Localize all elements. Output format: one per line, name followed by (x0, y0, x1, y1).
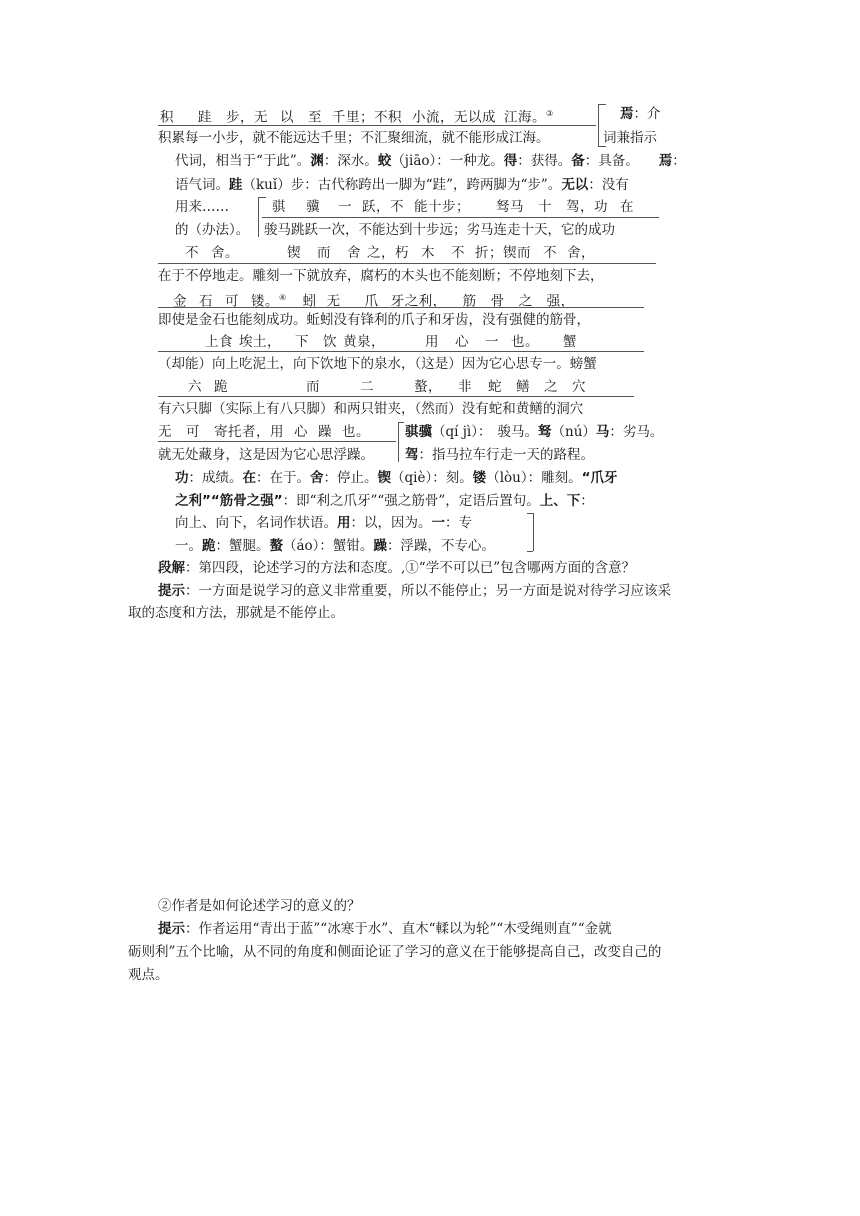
gloss-text: ：以，因为。 (350, 515, 432, 531)
gloss-word: 螯 (269, 538, 283, 554)
gloss-text: ：介 (633, 106, 661, 122)
word: 可 (225, 293, 239, 310)
word: 舍。 (211, 245, 239, 261)
gloss-word: 功 (175, 470, 189, 486)
bracket (258, 197, 259, 237)
gloss-text: 向上、向下，名词作状语。 (175, 515, 337, 531)
word: 上食 (205, 334, 233, 350)
gloss-text: 骏马。 (497, 424, 539, 440)
word: 筋 (462, 293, 477, 310)
gloss-line-6: 的（办法）。 (175, 222, 250, 238)
word: 金 (173, 293, 187, 310)
bracket-top (527, 513, 533, 514)
gloss-word: 马 (595, 424, 610, 440)
word: 埃土， (239, 334, 281, 350)
gloss-word: 蛟 (377, 153, 392, 169)
underline (158, 441, 396, 442)
word: 积 (160, 109, 174, 126)
hint-2-line-1 (158, 920, 612, 938)
word: 骐 (272, 199, 286, 215)
gloss-text: ：深水。 (323, 153, 378, 169)
gloss-word: 用 (337, 515, 351, 531)
word: 以 (280, 109, 294, 126)
gloss-text: ：劣马。 (609, 424, 664, 440)
word: 木 (421, 245, 435, 261)
word: 不 (543, 245, 557, 261)
gloss-word: 在 (242, 470, 256, 486)
gloss-text: ： (672, 153, 686, 169)
footnote-mark: ④ (279, 293, 287, 302)
gloss-word: 舍 (310, 470, 324, 486)
word: 也。 (511, 334, 539, 350)
bracket (598, 104, 599, 146)
underline (158, 307, 644, 308)
gloss-text: （lòu）：雕刻。 (486, 470, 582, 486)
paragraph-analysis (158, 559, 635, 577)
gloss-word: 之利”“筋骨之强” (175, 493, 283, 509)
word: 石 (199, 293, 213, 310)
gloss-line-3 (175, 152, 686, 170)
bracket-top (258, 197, 266, 198)
hint-1-line-2: 取的态度和方法，那就是不能停止。 (128, 605, 344, 621)
gloss-line-12 (175, 537, 495, 555)
word: 小流，无以成 (412, 109, 496, 126)
word: 蛇 (488, 379, 502, 395)
gloss-text: ：蟹腿。 (215, 538, 270, 554)
word: 心 (455, 334, 469, 350)
gloss-word: 焉 (658, 153, 673, 169)
hint-2-line-3: 观点。 (128, 967, 169, 983)
gloss-text: （qí jì）： (432, 424, 492, 440)
gloss-text: （qiè）：刻。 (391, 470, 473, 486)
word: 骨 (490, 293, 505, 310)
gloss-text: （kuǐ）步：古代称跨出一脚为“跬”，跨两脚为“步”。 (242, 177, 562, 193)
hint-text: ：作者运用“青出于蓝”“冰寒于水”、直木“輮以为轮”“木受绳则直”“金就 (185, 921, 612, 937)
word: 穴 (572, 379, 586, 395)
gloss-text: （áo）：蟹钳。 (283, 538, 374, 554)
gloss-word: 跬 (229, 177, 243, 193)
gloss-word: 跪 (202, 538, 216, 554)
hint-label: 提示 (158, 921, 185, 937)
word: 驾，功 (566, 199, 608, 215)
gloss-line-2: 词兼指示 (603, 130, 657, 146)
word: 一 (338, 199, 352, 215)
gloss-text: （jiāo）：一种龙。 (391, 153, 504, 169)
word: 可 (186, 424, 200, 440)
gloss-text: ：在于。 (256, 470, 310, 486)
gloss-word: “爪牙 (581, 470, 618, 486)
gloss-line-5: 用来…… (175, 199, 229, 215)
word: 用 (425, 334, 439, 350)
word: 之 (518, 293, 533, 310)
hint-2-line-2: 砺则利”五个比喻，从不同的角度和侧面论证了学习的意义在于能够提高自己，改变自己的 (128, 944, 662, 960)
gloss-word: 一 (431, 515, 445, 531)
word: 蚓 (302, 293, 317, 310)
gloss-text: ： (580, 493, 594, 509)
question-2: ②作者是如何论述学习的意义的？ (158, 898, 361, 914)
word: 黄泉， (343, 334, 385, 350)
word: 非 (458, 379, 472, 395)
gloss-word: 驾 (405, 447, 419, 463)
word: 镂。 (251, 293, 279, 310)
word: 一 (485, 334, 499, 350)
word: 也。 (342, 424, 370, 440)
bracket-top (398, 422, 404, 423)
word: 牙之利， (390, 293, 447, 310)
gloss-line-4 (175, 176, 629, 194)
footnote-mark: ③ (546, 109, 554, 118)
word: 江海。 (504, 109, 546, 126)
hint-1-line-1 (158, 582, 671, 600)
gloss-text: 代词，相当于“于此”。 (175, 153, 311, 169)
gloss-text: ：没有 (588, 177, 629, 193)
word: 之 (544, 379, 558, 395)
gloss-word: 得 (503, 153, 518, 169)
word: 在 (620, 199, 634, 215)
translation-line-6: 有六只脚（实际上有八只脚）和两只钳夹，（然而）没有蛇和黄鳝的洞穴 (158, 401, 584, 417)
bracket (398, 422, 399, 462)
word: 而 (317, 245, 331, 261)
word: 舍 (347, 245, 361, 261)
word: 而 (306, 379, 320, 395)
gloss-text: ：指马拉车行走一天的路程。 (418, 447, 594, 463)
gloss-text: ：即“利之爪牙”“强之筋骨”，定语后置句。 (282, 493, 540, 509)
original-line-6 (188, 378, 586, 396)
original-line-5 (205, 333, 577, 351)
original-line-7 (158, 423, 370, 441)
word: 跪 (214, 379, 228, 395)
underline (262, 217, 659, 218)
gloss-text: ：专 (445, 515, 472, 531)
gloss-word: 镂 (472, 470, 487, 486)
word: 折；锲而 (475, 245, 531, 261)
gloss-word: 躁 (373, 538, 387, 554)
word: 跬 (198, 109, 212, 126)
gloss-text: ：具备。 (584, 153, 639, 169)
underline (158, 263, 656, 264)
gloss-text: ：浮躁，不专心。 (386, 538, 495, 554)
word: 不 (451, 245, 465, 261)
word: 不 (185, 245, 199, 261)
word: 螯， (414, 379, 442, 395)
gloss-line-1 (620, 105, 661, 123)
word: 无 (326, 293, 341, 310)
word: 心 (294, 424, 308, 440)
hint-label: 提示 (158, 583, 185, 599)
word: 鳝 (516, 379, 530, 395)
gloss-line-11 (175, 514, 472, 532)
word: 十 (538, 199, 552, 215)
translation-line-4: 即使是金石也能刻成功。蚯蚓没有锋利的爪子和牙齿，没有强健的筋骨， (158, 312, 590, 328)
analysis-text: ：第四段，论述学习的方法和态度。 (185, 560, 401, 576)
gloss-text: 一。 (175, 538, 202, 554)
word: 能十步； (414, 199, 470, 215)
gloss-word: 上、下 (539, 493, 581, 509)
word: 步，无 (226, 109, 268, 126)
gloss-line-9 (175, 469, 617, 487)
gloss-line-10 (175, 492, 594, 510)
gloss-text: ：获得。 (517, 153, 572, 169)
underline (158, 351, 644, 352)
word: 下 (295, 334, 309, 350)
word: 饮 (323, 334, 337, 350)
original-line-3 (185, 244, 595, 262)
gloss-word: 渊 (310, 153, 324, 169)
gloss-text: 语气词。 (175, 177, 229, 193)
gloss-word: 焉 (620, 106, 634, 122)
gloss-text: （nú） (551, 424, 596, 440)
gloss-line-7 (405, 423, 663, 441)
gloss-line-8 (405, 446, 594, 464)
word: 舍， (567, 245, 595, 261)
translation-line-3: 在于不停地走。雕刻一下就放弃，腐朽的木头也不能刻断；不停地刻下去， (158, 268, 604, 284)
original-line-1 (160, 105, 554, 127)
word: 千里；不积 (332, 109, 402, 126)
bracket-bottom (527, 551, 533, 552)
word: 之，朽 (367, 245, 409, 261)
underline (158, 125, 596, 126)
word: 寄托者，用 (214, 424, 284, 440)
word: 强， (546, 293, 575, 310)
word: 蟹 (563, 334, 577, 350)
translation-line-1: 积累每一小步，就不能远达千里；不汇聚细流，就不能形成江海。 (158, 130, 550, 146)
gloss-word: 骐骥 (405, 424, 432, 440)
word: 六 (188, 379, 202, 395)
gloss-word: 备 (571, 153, 585, 169)
analysis-label: 段解 (158, 560, 185, 576)
word: 至 (308, 109, 322, 126)
question-1: ,①“学不可以已”包含哪两方面的含意？ (401, 560, 636, 576)
word: 驽马 (496, 199, 524, 215)
gloss-text: ：成绩。 (188, 470, 243, 486)
word: 二 (360, 379, 374, 395)
word: 无 (158, 424, 172, 440)
original-line-2 (272, 198, 634, 216)
bracket (533, 513, 534, 551)
word: 锲 (287, 245, 301, 261)
translation-line-5: （却能）向上吃泥土，向下饮地下的泉水，（这是）因为它心思专一。螃蟹 (158, 356, 597, 372)
hint-text: ：一方面是说学习的意义非常重要，所以不能停止；另一方面是说对待学习应该采 (185, 583, 671, 599)
word: 躁 (318, 424, 332, 440)
word: 骥 (306, 199, 320, 215)
word: 跃，不 (362, 199, 404, 215)
gloss-word: 无以 (561, 177, 589, 193)
gloss-word: 锲 (377, 470, 391, 486)
gloss-text: ：停止。 (323, 470, 378, 486)
bracket-top (598, 104, 606, 105)
word: 爪 (364, 293, 379, 310)
underline (158, 396, 634, 397)
gloss-word: 驽 (538, 424, 552, 440)
translation-line-2: 骏马跳跃一次，不能达到十步远；劣马连走十天，它的成功 (264, 222, 615, 238)
translation-line-7: 就无处藏身，这是因为它心思浮躁。 (158, 447, 374, 463)
